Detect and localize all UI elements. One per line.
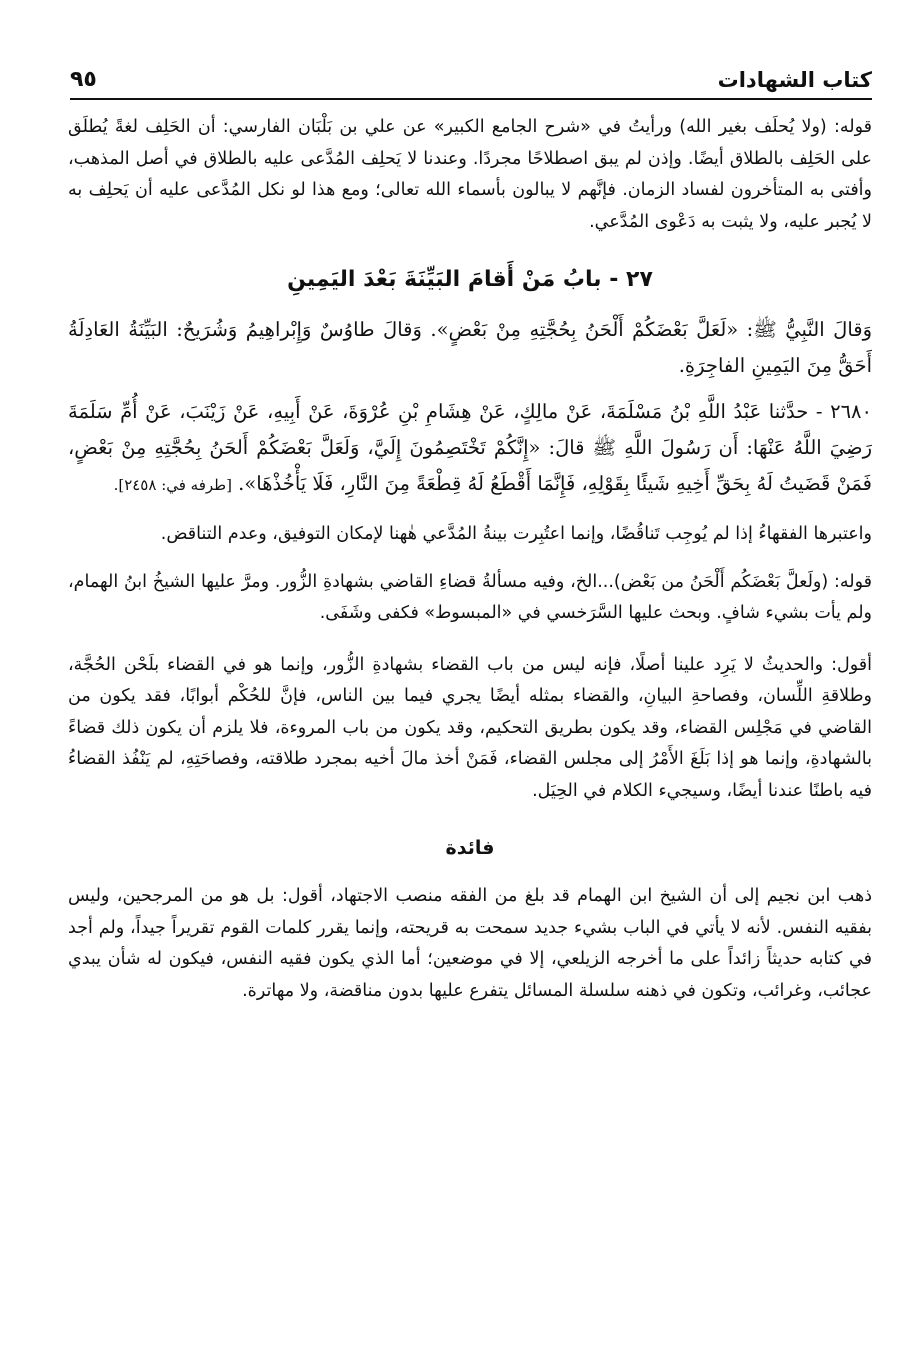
- hadith-cross-reference: [طرفه في: ٢٤٥٨].: [113, 476, 232, 494]
- spacer: [68, 551, 872, 567]
- page-body: [68, 112, 872, 1007]
- page-header: [70, 52, 872, 100]
- hadith-text: ٢٦٨٠ - حدَّثنا عَبْدُ اللَّهِ بْنُ مَسْلَمَةَ، عَنْ مالِكٍ، عَنْ هِشَامِ بْنِ عُرْوَةَ، عَنْ أَبِيهِ، عَنْ زَيْنَبَ، عَنْ أُمِّ سَلَمَةَ رَضِيَ اللَّهُ عَنْهَا: أَن رَسُولَ اللَّهِ ﷺ قالَ: «إِنَّكُمْ تَخْتَصِمُونَ إِلَيَّ، وَلَعَلَّ بَعْضَكُمْ أَلحَنُ بِحُجَّتِهِ مِنْ بَعْضٍ، فَمَنْ قَضَيتُ لَهُ بِحَقِّ أَخِيهِ شَيئًا بِقَوْلِهِ، فَإِنَّمَا أَقْطَعُ لَهُ قِطْعَةً مِنَ النَّارِ، فَلَا يَأْخُذْهَا».: [68, 400, 872, 495]
- spacer: [68, 630, 872, 650]
- chapter-heading: ٢٧ - بابُ مَنْ أَقامَ البَيِّنَةَ بَعْدَ اليَمِينِ: [287, 267, 653, 292]
- commentary-paragraph-3: قوله: (ولَعلَّ بَعْضَكُم أَلْحَنُ من بَعْض)...الخ، وفيه مسألةُ قضاءِ القاضي بشهادةِ الزُّور. ومرَّ عليها الشيخُ ابنُ الهمام، ولم يأت بشيء شافٍ. وبحث عليها السَّرَخسي في «المبسوط» فكفى وشَفَى.: [68, 571, 872, 623]
- book-title: كتاب الشهادات: [717, 68, 872, 92]
- page-number: ٩٥: [70, 67, 97, 92]
- commentary-paragraph-2: واعتبرها الفقهاءُ إذا لم يُوجِب تَناقُضًا، وإنما اعتُبِرت بينةُ المُدَّعي هٰهنا لإمكان التوفيق، وعدم التناقض.: [160, 524, 872, 544]
- fawaid-paragraph: ذهب ابن نجيم إلى أن الشيخ ابن الهمام قد بلغ من الفقه منصب الاجتهاد، أقول: بل هو من المرجحين، وليس بفقيه النفس. لأنه لا يأتي في الباب بشيء جديد سمحت به قريحته، وإنما يقرر كلمات القوم تقريراً جيداً، ولم أجد في كتابه حديثاً زائداً على ما أخرجه الزيلعي، إلا في موضعين؛ أما الذي يكون فقيه النفس، فيكون له شأن يبدي عجائب، وغرائب، وتكون في ذهنه سلسلة المسائل يتفرع عليها بدون مناقضة، ولا مهاترة.: [68, 886, 872, 1001]
- hadith-2680: [68, 394, 872, 503]
- spacer: [68, 503, 872, 519]
- commentary-paragraph-4: أقول: والحديثُ لا يَرِد علينا أصلًا، فإنه ليس من باب القضاء بشهادةِ الزُّور، وإنما هو في القضاء بلَحْن الحُجَّة، وطلاقةِ اللِّسان، وفصاحةِ البيانِ، والقضاء بمثله أيضًا يجري فيما بين الناس، فإنَّ للحُكْم أبوابًا، فقد يكون من القاضي في مَجْلِس القضاء، وقد يكون بطريق التحكيم، وقد يكون من باب المروءة، فلا يلزم أن يكون ذلك قضاءً بالشهادةِ، وإنما هو إذا بَلَغَ الأَمْرُ إلى مجلس القضاء، فَمَنْ أخذ مالَ أخيه بمجرد طلاقته، وفصاحَتِهِ، لم يَنْفُذ القضاءُ فيه باطنًا عندنا أيضًا، وسيجيء الكلام في الحِيَل.: [68, 654, 872, 801]
- chapter-tarjama: وَقالَ النَّبِيُّ ﷺ: «لَعَلَّ بَعْضَكُمْ أَلْحَنُ بِحُجَّتِهِ مِنْ بَعْضٍ». وَقالَ طاوُسٌ وَإِبْراهِيمُ وَشُرَيحٌ: البَيِّنَةُ العَادِلَةُ أَحَقُّ مِنَ اليَمِينِ الفاجِرَةِ.: [68, 318, 872, 377]
- fawaid-heading: فائدة: [445, 837, 495, 859]
- commentary-paragraph-1: قوله: (ولا يُحلَف بغير الله) ورأيتُ في «شرح الجامع الكبير» عن علي بن بَلْبَان الفارسي: أن الحَلِف لغةً يُطلَق على الحَلِف بالطلاق أيضًا. وإذن لم يبق اصطلاحًا مجردًا. وعندنا لا يَحلِف المُدَّعى عليه بالطلاق في أصل المذهب، وأفتى به المتأخرون لفساد الزمان. فإنَّهم لا يبالون بأسماء الله تعالى؛ ومع هذا لو نكل المُدَّعى عليه أن يَحلِف به لا يُجبر عليه، ولا يثبت به دَعْوى المُدَّعي.: [68, 117, 872, 232]
- spacer: [68, 384, 872, 394]
